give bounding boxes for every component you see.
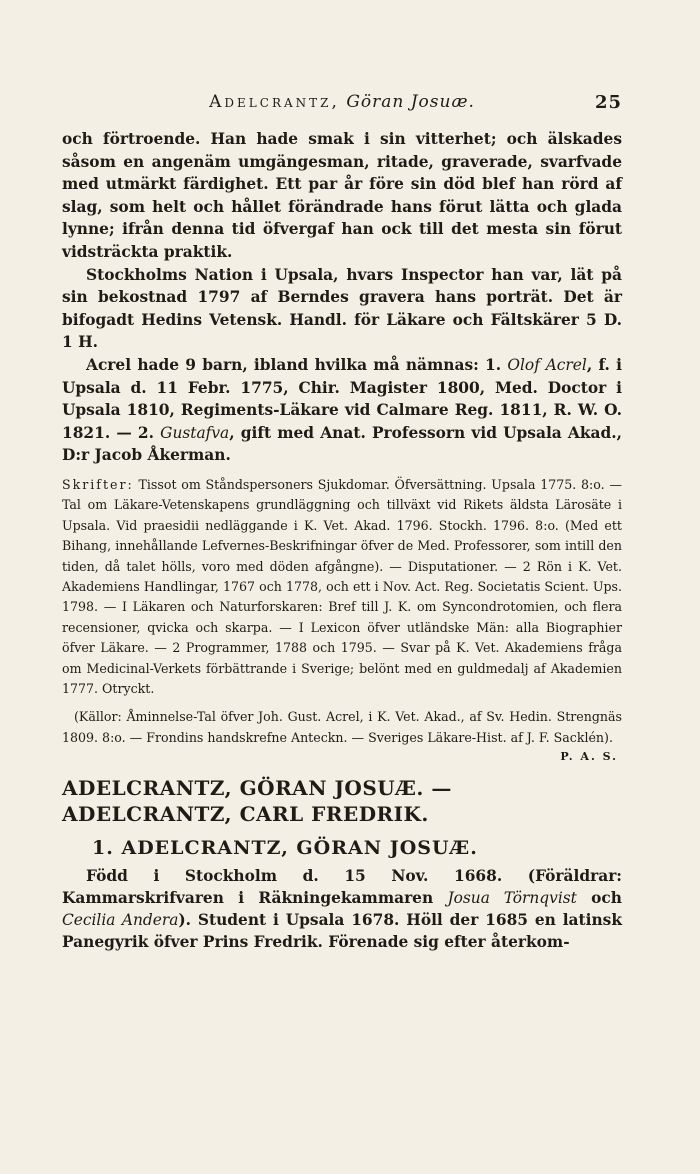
header-surname: Adelcrantz, — [209, 92, 340, 112]
author-signature: P. A. S. — [560, 750, 618, 764]
running-header — [62, 92, 622, 118]
paragraph-portrait: Stockholms Nation i Upsala, hvars Inspector han var, lät på sin bekostnad 1797 af Berndes gravera hans porträt. Det är bifogadt Hedins Vetensk. Handl. för Läkare och Fältskärer 5 D. 1 H. — [62, 265, 622, 352]
writings-list — [62, 475, 622, 699]
paragraph-character: och förtroende. Han hade smak i sin vitterhet; och älskades såsom en angenäm umgängesman, ritade, graverade, svarfvade med utmärkt färdighet. Ett par år före sin död blef han rörd af slag, som helt och hållet förändrade hans förut lätta och glada lynne; ifrån denna tid öfvergaf han ock till det mesta sin förut vidsträckta praktik. — [62, 130, 622, 261]
sources-note: (Källor: Åminnelse-Tal öfver Joh. Gust. Acrel, i K. Vet. Akad., af Sv. Hedin. Strengnäs 1809. 8:o. — Frondins handskrefne Anteckn. — Sveriges Läkare-Hist. af J. F. Sacklén). — [62, 709, 622, 745]
paragraph-children: Acrel hade 9 barn, ibland hvilka må nämnas: 1. Olof Acrel, f. i Upsala d. 11 Febr. 1775, Chir. Magister 1800, Med. Doctor i Upsala 1810, Regiments-Läkare vid Calmare Reg. 1811, R. W. O. 1821. — 2. Gustafva, gift med Anat. Professorn vid Upsala Akad., D:r Jacob Åkerman. — [62, 355, 622, 465]
entry-paragraph: Född i Stockholm d. 15 Nov. 1668. (Föräldrar: Kammarskrifvaren i Räkningekammaren Josua Törnqvist och Cecilia Andera). Student i Upsala 1678. Höll der 1685 en latinsk Panegyrik öfver Prins Fredrik. Förenade sig efter återkom- — [62, 867, 622, 952]
mother-name: Cecilia Andera — [62, 911, 179, 930]
header-given-names: Göran Josuæ. — [346, 92, 475, 112]
section-title: ADELCRANTZ, GÖRAN JOSUÆ. — ADELCRANTZ, CARL FREDRIK. — [62, 776, 452, 827]
writings-text: Tissot om Ståndspersoners Sjukdomar. Öfversättning. Upsala 1775. 8:o. — Tal om Läkare-Vetenskapens grundläggning och tillväxt vid Rikets äldsta Lärosäte i Upsala. Vid praesidii nedläggande i K. Vet. Akad. 1796. Stockh. 1796. 8:o. (Med ett Bihang, innehållande Lefvernes-Beskrifningar öfver de Med. Professorer, som intill den tiden, då talet hölls, voro med döden afgångne). — Disputationer. — 2 Rön i K. Vet. Akademiens Handlingar, 1767 och 1778, och ett i Nov. Act. Reg. Societatis Scient. Ups. 1798. — I Läkaren och Naturforskaren: Bref till J. K. om Syncondrotomien, och flera recensioner, qvicka och skarpa. — I Lexicon öfver utländske Män: alla Biographier öfver Läkare. — 2 Programmer, 1788 och 1795. — Svar på K. Vet. Akademiens fråga om Medicinal-Verkets förbättrande i Sverige; belönt med en guldmedalj af Akademien 1777. Otryckt. — [62, 476, 622, 696]
page — [62, 92, 622, 953]
child-name-olof: Olof Acrel — [507, 355, 587, 374]
page-number: 25 — [594, 92, 622, 113]
entry-body — [62, 865, 622, 953]
writings-label: Skrifter: — [62, 476, 134, 492]
father-name: Josua Törnqvist — [447, 889, 577, 908]
child-name-gustafva: Gustafva — [160, 423, 230, 442]
entry-title: 1. ADELCRANTZ, GÖRAN JOSUÆ. — [92, 837, 478, 860]
article-body — [62, 128, 622, 467]
